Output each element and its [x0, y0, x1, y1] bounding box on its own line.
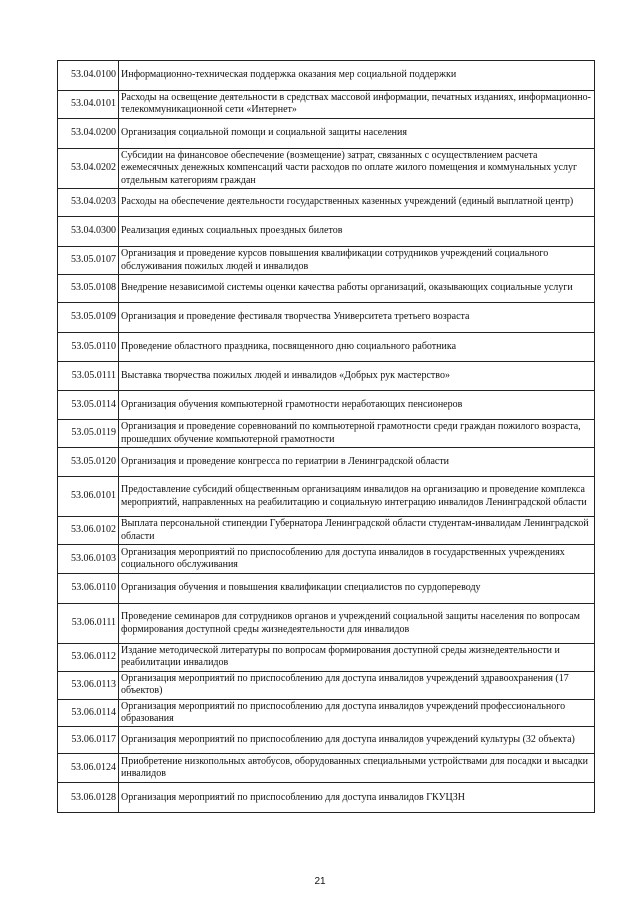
table-row — [58, 448, 595, 477]
row-code: 53.06.0110 — [58, 574, 119, 604]
row-description: Проведение семинаров для сотрудников органов и учреждений социальной защиты населения по вопросам формирования доступной среды жизнедеятельности для инвалидов — [119, 604, 595, 644]
table-row — [58, 517, 595, 545]
table-row — [58, 477, 595, 517]
row-code: 53.06.0111 — [58, 604, 119, 644]
row-code: 53.05.0120 — [58, 448, 119, 477]
row-code: 53.04.0101 — [58, 91, 119, 119]
row-code: 53.06.0112 — [58, 644, 119, 672]
row-code: 53.04.0300 — [58, 217, 119, 247]
row-code: 53.05.0107 — [58, 247, 119, 275]
row-code: 53.05.0109 — [58, 303, 119, 333]
row-code: 53.05.0111 — [58, 362, 119, 391]
table-row — [58, 420, 595, 448]
budget-codes-table — [57, 60, 595, 813]
table-row — [58, 91, 595, 119]
table-row — [58, 754, 595, 783]
row-description: Организация обучения компьютерной грамотности неработающих пенсионеров — [119, 391, 595, 420]
row-description: Организация мероприятий по приспособлению для доступа инвалидов учреждений профессионального образования — [119, 699, 595, 727]
row-code: 53.06.0114 — [58, 699, 119, 727]
row-code: 53.06.0117 — [58, 727, 119, 754]
row-code: 53.04.0100 — [58, 61, 119, 91]
table-row — [58, 148, 595, 188]
row-description: Организация мероприятий по приспособлению для доступа инвалидов в государственных учреждениях социального обслуживания — [119, 545, 595, 574]
row-description: Расходы на освещение деятельности в средствах массовой информации, печатных изданиях, информационно-телекоммуникационной сети «Интернет» — [119, 91, 595, 119]
row-description: Издание методической литературы по вопросам формирования доступной среды жизнедеятельности и реабилитации инвалидов — [119, 644, 595, 672]
row-code: 53.05.0110 — [58, 333, 119, 362]
table-row — [58, 61, 595, 91]
row-description: Организация и проведение соревнований по компьютерной грамотности среди граждан пожилого возраста, прошедших обучение компьютерной грамотности — [119, 420, 595, 448]
row-description: Организация мероприятий по приспособлению для доступа инвалидов учреждений культуры (32 объекта) — [119, 727, 595, 754]
row-code: 53.06.0103 — [58, 545, 119, 574]
table-row — [58, 727, 595, 754]
row-description: Выплата персональной стипендии Губернатора Ленинградской области студентам-инвалидам Ленинградской области — [119, 517, 595, 545]
row-description: Внедрение независимой системы оценки качества работы организаций, оказывающих социальные услуги — [119, 275, 595, 303]
table-row — [58, 118, 595, 148]
row-code: 53.04.0202 — [58, 148, 119, 188]
row-description: Реализация единых социальных проездных билетов — [119, 217, 595, 247]
table-row — [58, 671, 595, 699]
row-description: Расходы на обеспечение деятельности государственных казенных учреждений (единый выплатной центр) — [119, 189, 595, 217]
table-row — [58, 275, 595, 303]
table-body — [58, 61, 595, 813]
row-code: 53.05.0119 — [58, 420, 119, 448]
row-code: 53.06.0124 — [58, 754, 119, 783]
table-row — [58, 604, 595, 644]
row-code: 53.06.0128 — [58, 783, 119, 813]
row-code: 53.06.0113 — [58, 671, 119, 699]
row-code: 53.04.0200 — [58, 118, 119, 148]
table-row — [58, 545, 595, 574]
row-code: 53.06.0102 — [58, 517, 119, 545]
table-row — [58, 783, 595, 813]
table-row — [58, 217, 595, 247]
table-row — [58, 699, 595, 727]
row-description: Организация социальной помощи и социальной защиты населения — [119, 118, 595, 148]
table-row — [58, 333, 595, 362]
table-row — [58, 362, 595, 391]
row-code: 53.04.0203 — [58, 189, 119, 217]
table-row — [58, 391, 595, 420]
row-description: Проведение областного праздника, посвященного дню социального работника — [119, 333, 595, 362]
row-code: 53.05.0108 — [58, 275, 119, 303]
table-row — [58, 303, 595, 333]
row-description: Организация мероприятий по приспособлению для доступа инвалидов ГКУЦЗН — [119, 783, 595, 813]
row-description: Выставка творчества пожилых людей и инвалидов «Добрых рук мастерство» — [119, 362, 595, 391]
table-row — [58, 247, 595, 275]
row-description: Приобретение низкопольных автобусов, оборудованных специальными устройствами для посадки и высадки инвалидов — [119, 754, 595, 783]
row-code: 53.06.0101 — [58, 477, 119, 517]
row-description: Субсидии на финансовое обеспечение (возмещение) затрат, связанных с осуществлением расчета ежемесячных денежных компенсаций части расходов по оплате жилого помещения и коммунальных услуг отдельным категориям граждан — [119, 148, 595, 188]
table-row — [58, 189, 595, 217]
row-description: Организация мероприятий по приспособлению для доступа инвалидов учреждений здравоохранения (17 объектов) — [119, 671, 595, 699]
row-description: Организация обучения и повышения квалификации специалистов по сурдопереводу — [119, 574, 595, 604]
page-number: 21 — [314, 876, 326, 887]
table-row — [58, 644, 595, 672]
row-code: 53.05.0114 — [58, 391, 119, 420]
row-description: Организация и проведение курсов повышения квалификации сотрудников учреждений социального обслуживания пожилых людей и инвалидов — [119, 247, 595, 275]
row-description: Организация и проведение фестиваля творчества Университета третьего возраста — [119, 303, 595, 333]
row-description: Организация и проведение конгресса по гериатрии в Ленинградской области — [119, 448, 595, 477]
row-description: Информационно-техническая поддержка оказания мер социальной поддержки — [119, 61, 595, 91]
row-description: Предоставление субсидий общественным организациям инвалидов на организацию и проведение комплекса мероприятий, направленных на реабилитацию и социальную интеграцию инвалидов Ленинградской области — [119, 477, 595, 517]
table-row — [58, 574, 595, 604]
